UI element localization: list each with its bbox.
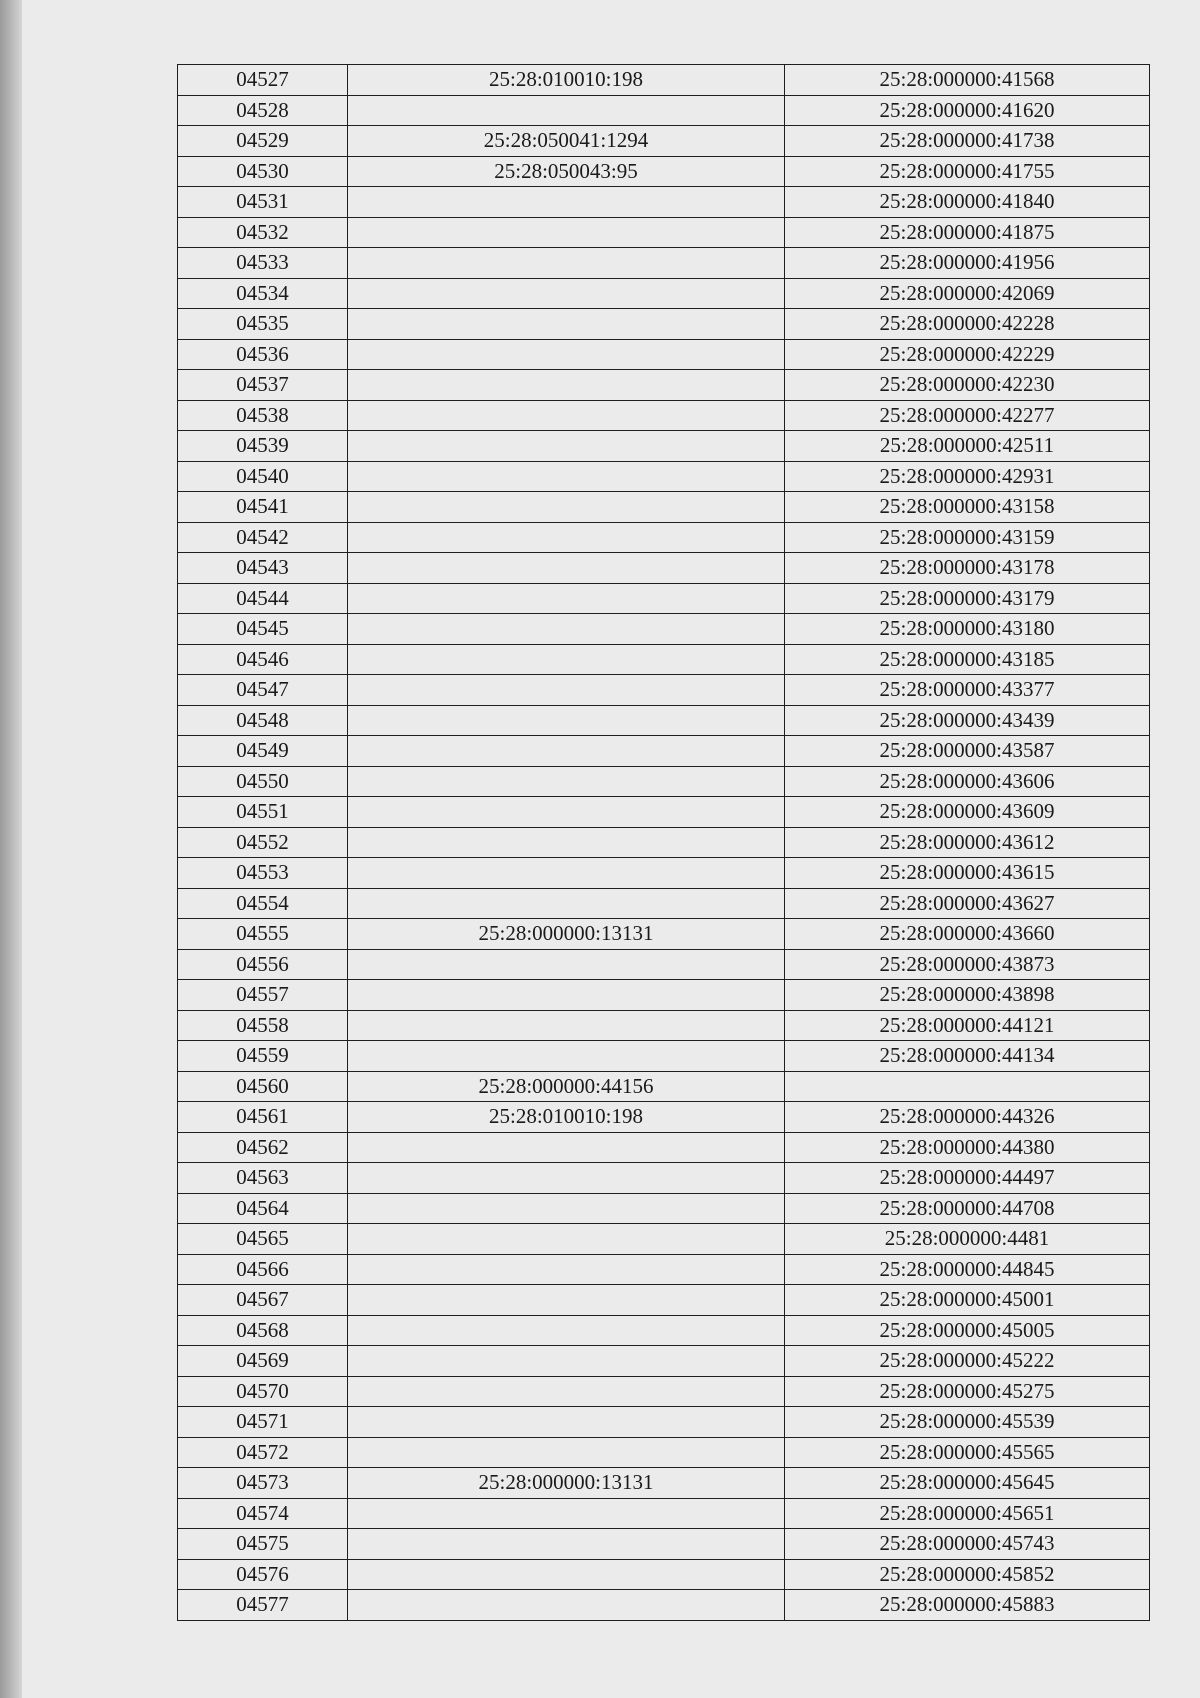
row-number-cell: 04567 [178, 1285, 348, 1316]
table-row [178, 888, 1150, 919]
table-row [178, 95, 1150, 126]
linked-cadastral-number-cell: 25:28:000000:41755 [785, 156, 1150, 187]
table-row [178, 126, 1150, 157]
table-row [178, 980, 1150, 1011]
row-number-cell: 04560 [178, 1071, 348, 1102]
table-row [178, 1407, 1150, 1438]
cadastral-number-cell [348, 644, 785, 675]
cadastral-number-cell: 25:28:010010:198 [348, 1102, 785, 1133]
row-number-cell: 04545 [178, 614, 348, 645]
table-row [178, 309, 1150, 340]
row-number-cell: 04533 [178, 248, 348, 279]
table-row [178, 431, 1150, 462]
linked-cadastral-number-cell: 25:28:000000:45565 [785, 1437, 1150, 1468]
row-number-cell: 04552 [178, 827, 348, 858]
linked-cadastral-number-cell: 25:28:000000:41875 [785, 217, 1150, 248]
table-row [178, 370, 1150, 401]
linked-cadastral-number-cell: 25:28:000000:45743 [785, 1529, 1150, 1560]
cadastral-number-cell [348, 248, 785, 279]
scan-page-edge [0, 0, 22, 1698]
document-page [22, 0, 1200, 1698]
cadastral-number-cell [348, 766, 785, 797]
row-number-cell: 04565 [178, 1224, 348, 1255]
table-row [178, 614, 1150, 645]
table-row [178, 1468, 1150, 1499]
table-row [178, 1041, 1150, 1072]
row-number-cell: 04573 [178, 1468, 348, 1499]
row-number-cell: 04563 [178, 1163, 348, 1194]
cadastral-number-cell: 25:28:010010:198 [348, 65, 785, 96]
row-number-cell: 04569 [178, 1346, 348, 1377]
linked-cadastral-number-cell: 25:28:000000:42277 [785, 400, 1150, 431]
linked-cadastral-number-cell: 25:28:000000:43377 [785, 675, 1150, 706]
table-row [178, 1193, 1150, 1224]
cadastral-number-cell [348, 858, 785, 889]
cadastral-number-cell [348, 217, 785, 248]
row-number-cell: 04541 [178, 492, 348, 523]
linked-cadastral-number-cell: 25:28:000000:43660 [785, 919, 1150, 950]
cadastral-number-cell: 25:28:000000:44156 [348, 1071, 785, 1102]
cadastral-number-cell [348, 1041, 785, 1072]
table-row [178, 1498, 1150, 1529]
linked-cadastral-number-cell: 25:28:000000:42228 [785, 309, 1150, 340]
cadastral-number-cell [348, 888, 785, 919]
cadastral-number-cell [348, 1285, 785, 1316]
table-row [178, 705, 1150, 736]
table-row [178, 553, 1150, 584]
cadastral-number-cell [348, 1437, 785, 1468]
cadastral-number-cell [348, 949, 785, 980]
linked-cadastral-number-cell: 25:28:000000:41956 [785, 248, 1150, 279]
table-row [178, 583, 1150, 614]
row-number-cell: 04528 [178, 95, 348, 126]
linked-cadastral-number-cell: 25:28:000000:45852 [785, 1559, 1150, 1590]
cadastral-number-cell [348, 1529, 785, 1560]
table-row [178, 1071, 1150, 1102]
table-row [178, 797, 1150, 828]
linked-cadastral-number-cell: 25:28:000000:45001 [785, 1285, 1150, 1316]
linked-cadastral-number-cell: 25:28:000000:43159 [785, 522, 1150, 553]
row-number-cell: 04542 [178, 522, 348, 553]
cadastral-number-cell [348, 339, 785, 370]
row-number-cell: 04548 [178, 705, 348, 736]
linked-cadastral-number-cell: 25:28:000000:43587 [785, 736, 1150, 767]
linked-cadastral-number-cell: 25:28:000000:42069 [785, 278, 1150, 309]
row-number-cell: 04539 [178, 431, 348, 462]
row-number-cell: 04546 [178, 644, 348, 675]
linked-cadastral-number-cell: 25:28:000000:45645 [785, 1468, 1150, 1499]
table-row [178, 675, 1150, 706]
row-number-cell: 04566 [178, 1254, 348, 1285]
cadastral-number-cell [348, 1010, 785, 1041]
table-row [178, 248, 1150, 279]
cadastral-number-cell [348, 431, 785, 462]
cadastral-number-cell [348, 400, 785, 431]
cadastral-number-cell [348, 278, 785, 309]
row-number-cell: 04540 [178, 461, 348, 492]
row-number-cell: 04553 [178, 858, 348, 889]
row-number-cell: 04538 [178, 400, 348, 431]
row-number-cell: 04529 [178, 126, 348, 157]
row-number-cell: 04556 [178, 949, 348, 980]
linked-cadastral-number-cell: 25:28:000000:4481 [785, 1224, 1150, 1255]
cadastral-number-cell [348, 827, 785, 858]
row-number-cell: 04531 [178, 187, 348, 218]
linked-cadastral-number-cell: 25:28:000000:43439 [785, 705, 1150, 736]
cadastral-number-cell: 25:28:000000:13131 [348, 1468, 785, 1499]
linked-cadastral-number-cell: 25:28:000000:43179 [785, 583, 1150, 614]
row-number-cell: 04554 [178, 888, 348, 919]
table-row [178, 1376, 1150, 1407]
table-row [178, 858, 1150, 889]
cadastral-number-cell [348, 492, 785, 523]
registry-table [177, 64, 1150, 1621]
cadastral-number-cell [348, 736, 785, 767]
cadastral-number-cell: 25:28:050043:95 [348, 156, 785, 187]
linked-cadastral-number-cell [785, 1071, 1150, 1102]
row-number-cell: 04576 [178, 1559, 348, 1590]
row-number-cell: 04577 [178, 1590, 348, 1621]
linked-cadastral-number-cell: 25:28:000000:42511 [785, 431, 1150, 462]
cadastral-number-cell [348, 187, 785, 218]
row-number-cell: 04564 [178, 1193, 348, 1224]
linked-cadastral-number-cell: 25:28:000000:45005 [785, 1315, 1150, 1346]
linked-cadastral-number-cell: 25:28:000000:41568 [785, 65, 1150, 96]
cadastral-number-cell [348, 309, 785, 340]
cadastral-number-cell [348, 95, 785, 126]
cadastral-number-cell [348, 1407, 785, 1438]
linked-cadastral-number-cell: 25:28:000000:43615 [785, 858, 1150, 889]
cadastral-number-cell [348, 522, 785, 553]
cadastral-number-cell [348, 1498, 785, 1529]
table-row [178, 278, 1150, 309]
linked-cadastral-number-cell: 25:28:000000:45883 [785, 1590, 1150, 1621]
table-row [178, 827, 1150, 858]
cadastral-number-cell [348, 1590, 785, 1621]
row-number-cell: 04544 [178, 583, 348, 614]
cadastral-number-cell [348, 1346, 785, 1377]
cadastral-number-cell [348, 705, 785, 736]
linked-cadastral-number-cell: 25:28:000000:43873 [785, 949, 1150, 980]
row-number-cell: 04562 [178, 1132, 348, 1163]
table-row [178, 492, 1150, 523]
linked-cadastral-number-cell: 25:28:000000:44708 [785, 1193, 1150, 1224]
cadastral-number-cell [348, 370, 785, 401]
linked-cadastral-number-cell: 25:28:000000:44326 [785, 1102, 1150, 1133]
table-row [178, 1559, 1150, 1590]
row-number-cell: 04527 [178, 65, 348, 96]
linked-cadastral-number-cell: 25:28:000000:43627 [785, 888, 1150, 919]
table-row [178, 644, 1150, 675]
linked-cadastral-number-cell: 25:28:000000:45275 [785, 1376, 1150, 1407]
cadastral-number-cell [348, 1193, 785, 1224]
table-row [178, 1437, 1150, 1468]
table-row [178, 156, 1150, 187]
row-number-cell: 04549 [178, 736, 348, 767]
table-row [178, 1224, 1150, 1255]
table-row [178, 461, 1150, 492]
row-number-cell: 04575 [178, 1529, 348, 1560]
cadastral-number-cell: 25:28:000000:13131 [348, 919, 785, 950]
table-row [178, 1010, 1150, 1041]
table-row [178, 1254, 1150, 1285]
row-number-cell: 04535 [178, 309, 348, 340]
row-number-cell: 04532 [178, 217, 348, 248]
linked-cadastral-number-cell: 25:28:000000:44845 [785, 1254, 1150, 1285]
table-row [178, 400, 1150, 431]
cadastral-number-cell [348, 1224, 785, 1255]
row-number-cell: 04570 [178, 1376, 348, 1407]
linked-cadastral-number-cell: 25:28:000000:43178 [785, 553, 1150, 584]
table-row [178, 1163, 1150, 1194]
table-row [178, 1315, 1150, 1346]
table-row [178, 1529, 1150, 1560]
row-number-cell: 04550 [178, 766, 348, 797]
row-number-cell: 04537 [178, 370, 348, 401]
table-row [178, 217, 1150, 248]
row-number-cell: 04574 [178, 1498, 348, 1529]
table-row [178, 65, 1150, 96]
cadastral-number-cell [348, 614, 785, 645]
cadastral-number-cell [348, 1132, 785, 1163]
linked-cadastral-number-cell: 25:28:000000:42230 [785, 370, 1150, 401]
linked-cadastral-number-cell: 25:28:000000:42229 [785, 339, 1150, 370]
cadastral-number-cell [348, 797, 785, 828]
registry-table-body [178, 65, 1150, 1621]
row-number-cell: 04534 [178, 278, 348, 309]
linked-cadastral-number-cell: 25:28:000000:41738 [785, 126, 1150, 157]
table-row [178, 1102, 1150, 1133]
table-row [178, 1590, 1150, 1621]
linked-cadastral-number-cell: 25:28:000000:44121 [785, 1010, 1150, 1041]
row-number-cell: 04571 [178, 1407, 348, 1438]
cadastral-number-cell [348, 1163, 785, 1194]
cadastral-number-cell [348, 1559, 785, 1590]
row-number-cell: 04555 [178, 919, 348, 950]
cadastral-number-cell: 25:28:050041:1294 [348, 126, 785, 157]
linked-cadastral-number-cell: 25:28:000000:43609 [785, 797, 1150, 828]
table-row [178, 339, 1150, 370]
table-row [178, 1285, 1150, 1316]
table-row [178, 736, 1150, 767]
linked-cadastral-number-cell: 25:28:000000:43606 [785, 766, 1150, 797]
linked-cadastral-number-cell: 25:28:000000:43180 [785, 614, 1150, 645]
row-number-cell: 04568 [178, 1315, 348, 1346]
table-row [178, 766, 1150, 797]
linked-cadastral-number-cell: 25:28:000000:41620 [785, 95, 1150, 126]
cadastral-number-cell [348, 1315, 785, 1346]
row-number-cell: 04551 [178, 797, 348, 828]
row-number-cell: 04536 [178, 339, 348, 370]
row-number-cell: 04561 [178, 1102, 348, 1133]
table-row [178, 949, 1150, 980]
cadastral-number-cell [348, 553, 785, 584]
cadastral-number-cell [348, 461, 785, 492]
linked-cadastral-number-cell: 25:28:000000:43612 [785, 827, 1150, 858]
linked-cadastral-number-cell: 25:28:000000:41840 [785, 187, 1150, 218]
row-number-cell: 04543 [178, 553, 348, 584]
table-row [178, 1132, 1150, 1163]
row-number-cell: 04547 [178, 675, 348, 706]
row-number-cell: 04558 [178, 1010, 348, 1041]
linked-cadastral-number-cell: 25:28:000000:44380 [785, 1132, 1150, 1163]
cadastral-number-cell [348, 1254, 785, 1285]
table-row [178, 522, 1150, 553]
linked-cadastral-number-cell: 25:28:000000:45539 [785, 1407, 1150, 1438]
linked-cadastral-number-cell: 25:28:000000:43898 [785, 980, 1150, 1011]
linked-cadastral-number-cell: 25:28:000000:45222 [785, 1346, 1150, 1377]
linked-cadastral-number-cell: 25:28:000000:42931 [785, 461, 1150, 492]
row-number-cell: 04557 [178, 980, 348, 1011]
row-number-cell: 04530 [178, 156, 348, 187]
cadastral-number-cell [348, 675, 785, 706]
table-row [178, 187, 1150, 218]
row-number-cell: 04559 [178, 1041, 348, 1072]
table-row [178, 1346, 1150, 1377]
linked-cadastral-number-cell: 25:28:000000:43158 [785, 492, 1150, 523]
cadastral-number-cell [348, 583, 785, 614]
linked-cadastral-number-cell: 25:28:000000:44134 [785, 1041, 1150, 1072]
linked-cadastral-number-cell: 25:28:000000:43185 [785, 644, 1150, 675]
cadastral-number-cell [348, 1376, 785, 1407]
linked-cadastral-number-cell: 25:28:000000:45651 [785, 1498, 1150, 1529]
cadastral-number-cell [348, 980, 785, 1011]
linked-cadastral-number-cell: 25:28:000000:44497 [785, 1163, 1150, 1194]
row-number-cell: 04572 [178, 1437, 348, 1468]
table-row [178, 919, 1150, 950]
